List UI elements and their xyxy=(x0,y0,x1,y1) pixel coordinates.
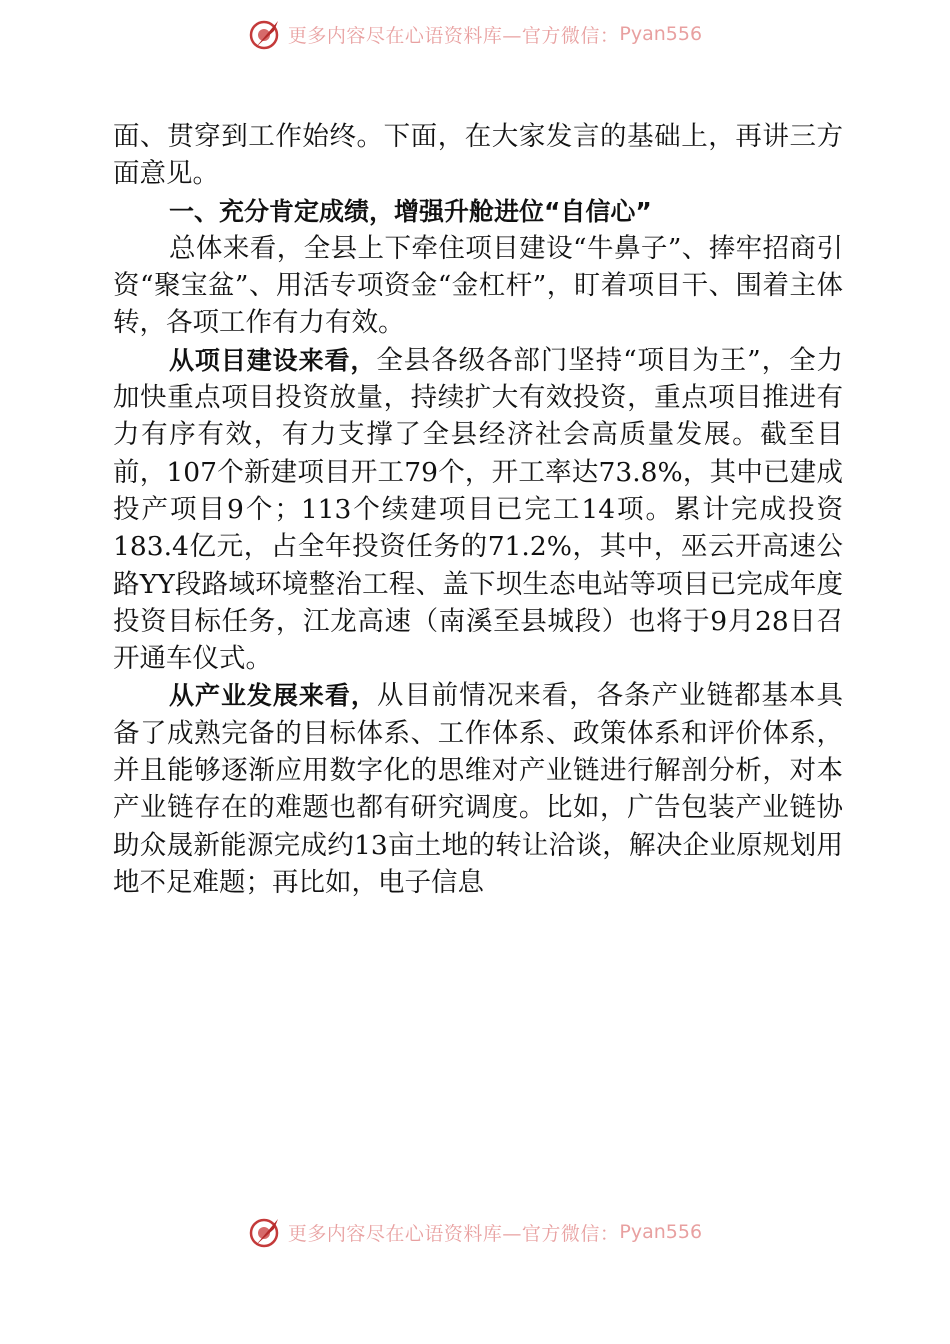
banner-text: 更多内容尽在心语资料库—官方微信： xyxy=(287,1222,620,1245)
paragraph-lead: 从项目建设来看， xyxy=(169,345,377,375)
banner-text: 更多内容尽在心语资料库—官方微信： xyxy=(287,24,620,47)
paragraph-lead: 从产业发展来看， xyxy=(169,681,377,711)
paragraph-text: 面、贯穿到工作始终。下面，在大家发言的基础上，再讲三方面意见。 xyxy=(113,121,843,190)
document-body xyxy=(113,118,843,901)
quill-logo-icon xyxy=(248,1215,282,1249)
banner-wechat-handle: Pyan556 xyxy=(619,1221,703,1243)
section-heading xyxy=(113,193,843,230)
paragraph-text: 总体来看，全县上下牵住项目建设“牛鼻子”、捧牢招商引资“聚宝盆”、用活专项资金“金杠杆”，盯着项目干、围着主体转，各项工作有力有效。 xyxy=(113,232,843,339)
paragraph-industry-development xyxy=(113,677,843,901)
footer-banner xyxy=(0,1212,950,1252)
paragraph-project-construction xyxy=(113,342,843,678)
paragraph-text: 全县各级各部门坚持“项目为王”，全力加快重点项目投资放量，持续扩大有效投资，重点项目推进有力有序有效，有力支撑了全县经济社会高质量发展。截至目前，107个新建项目开工79个，开工率达73.8%，其中已建成投产项目9个；113个续建项目已完工14项。累计完成投资183.4亿元，占全年投资任务的71.2%，其中，巫云开高速公路YY段路域环境整治工程、盖下坝生态电站等项目已完成年度投资目标任务，江龙高速（南溪至县城段）也将于9月28日召开通车仪式。 xyxy=(113,344,843,675)
header-banner xyxy=(0,14,950,54)
quill-logo-icon xyxy=(248,17,282,51)
paragraph-text: 从目前情况来看，各条产业链都基本具备了成熟完备的目标体系、工作体系、政策体系和评价体系，并且能够逐渐应用数字化的思维对产业链进行解剖分析，对本产业链存在的难题也都有研究调度。比如，广告包装产业链协助众晟新能源完成约13亩土地的转让洽谈，解决企业原规划用地不足难题；再比如，电子信息 xyxy=(113,680,843,898)
banner-wechat-handle: Pyan556 xyxy=(619,23,703,45)
paragraph-overview xyxy=(113,230,843,342)
paragraph-continuation xyxy=(113,118,843,193)
heading-text: 一、充分肯定成绩，增强升舱进位“自信心” xyxy=(169,196,652,226)
